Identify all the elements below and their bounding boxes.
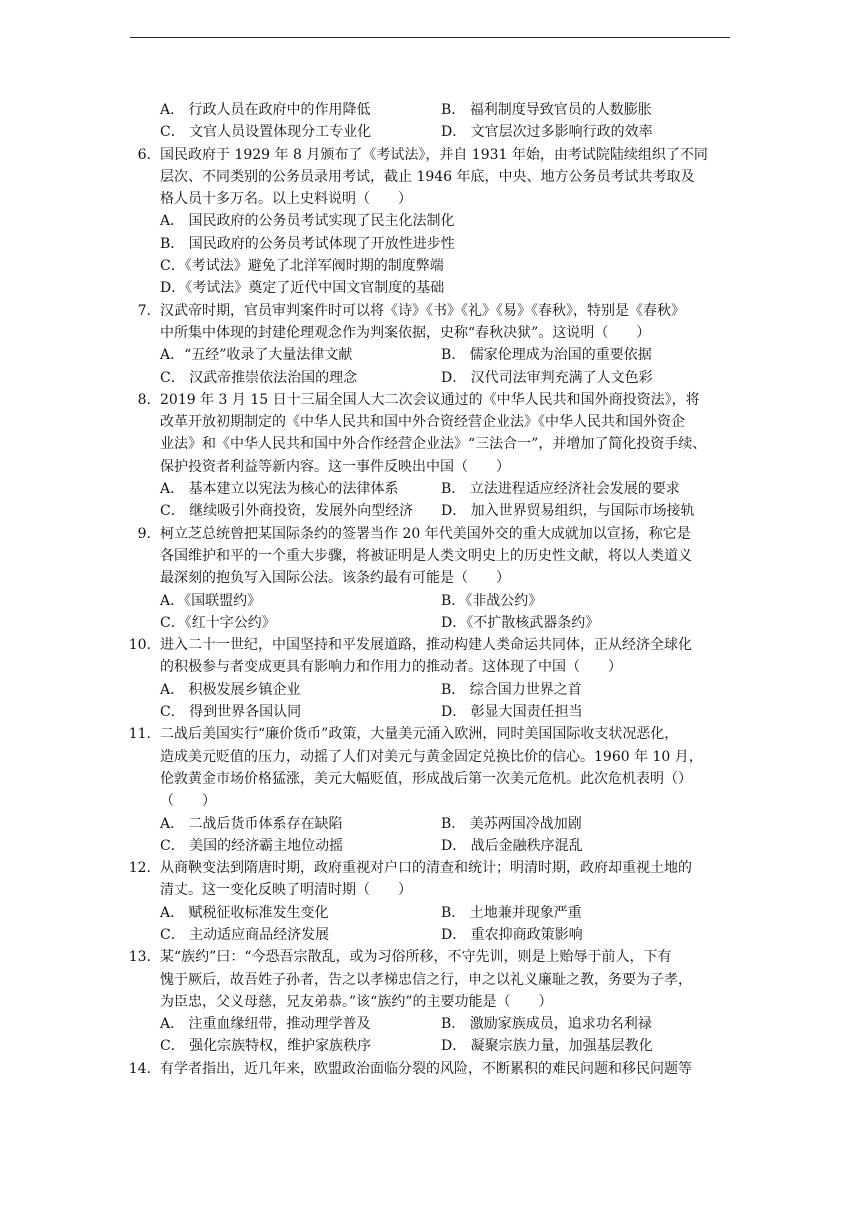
question-stem-continuation (0, 768, 860, 790)
question-text: 层次、不同类别的公务员录用考试，截止 1946 年底，中央、地方公务员考试共考取及 (160, 168, 695, 185)
option-a: A． 基本建立以宪法为核心的法律体系 (160, 481, 399, 498)
option-row (0, 478, 860, 500)
question-stem-continuation (0, 545, 860, 567)
option-row (0, 902, 860, 924)
option-c: C． 主动适应商品经济发展 (160, 926, 330, 943)
option-c: C． 汉武帝推崇依法治国的理念 (160, 369, 358, 386)
option-row (0, 835, 860, 857)
option-d: D． 加入世界贸易组织，与国际市场接轨 (441, 503, 695, 520)
question-text: 最深刻的抱负写入国际公法。该条约最有可能是（ ） (160, 570, 510, 587)
question-text: 二战后美国实行“廉价货币”政策，大量美元涌入欧洲，同时美国国际收支状况恶化， (160, 726, 679, 743)
option-row (0, 1013, 860, 1035)
option-row (0, 344, 860, 366)
question-text: 格人员十多万名。以上史料说明（ ） (160, 191, 412, 208)
question-stem-line (0, 389, 860, 411)
option-row (0, 121, 860, 143)
question-text: 某“族约”曰：“今恐吾宗散乱，或为习俗所移，不守先训，则是上贻辱于前人，下有 (160, 949, 672, 966)
question-stem-continuation (0, 656, 860, 678)
option-row (0, 1035, 860, 1057)
question-stem-continuation (0, 991, 860, 1013)
option-c: C． 得到世界各国认同 (160, 704, 302, 721)
option-d: D． 彰显大国责任担当 (441, 704, 583, 721)
question-number: 11. (128, 726, 151, 743)
question-text: 柯立芝总统曾把某国际条约的签署当作 20 年代美国外交的重大成就加以宣扬，称它是 (160, 525, 691, 542)
option-row (0, 813, 860, 835)
question-stem-line (0, 946, 860, 968)
question-text: （ ） (160, 793, 216, 810)
option-d: D． 文官层次过多影响行政的效率 (441, 124, 653, 141)
question-number: 8. (137, 391, 151, 408)
question-stem-line (0, 857, 860, 879)
question-text: 保护投资者利益等新内容。这一事件反映出中国（ ） (160, 458, 510, 475)
option-b: B． 儒家伦理成为治国的重要依据 (441, 347, 652, 364)
option-c: C． 文官人员设置体现分工专业化 (160, 124, 372, 141)
question-text: 为臣忠，父义母慈，兄友弟恭。”该“族约”的主要功能是（ ） (160, 993, 553, 1010)
option-b: B． 土地兼并现象严重 (441, 904, 582, 921)
option-d: D．《不扩散核武器条约》 (441, 614, 600, 631)
header-rule (130, 37, 730, 38)
question-stem-line (0, 300, 860, 322)
option-a: A． 注重血缘纽带，推动理学普及 (160, 1016, 371, 1033)
option-a: A． 国民政府的公务员考试实现了民主化法制化 (160, 213, 455, 230)
question-number: 14. (128, 1060, 151, 1077)
question-stem-line (0, 144, 860, 166)
question-text: 有学者指出，近几年来，欧盟政治面临分裂的风险，不断累积的难民问题和移民问题等 (160, 1060, 692, 1077)
option-d: D． 重农抑商政策影响 (441, 926, 583, 943)
option-b: B． 综合国力世界之首 (441, 681, 582, 698)
question-number: 12. (128, 860, 151, 877)
question-text: 造成美元贬值的压力，动摇了人们对美元与黄金固定兑换比价的信心。1960 年 10 月， (160, 748, 703, 765)
question-number: 13. (128, 949, 151, 966)
question-text: 汉武帝时期，官员审判案件时可以将《诗》《书》《礼》《易》《春秋》，特别是《春秋》 (160, 302, 685, 319)
question-number: 6. (137, 146, 151, 163)
option-c: C．《红十字公约》 (160, 614, 276, 631)
question-stem-line (0, 723, 860, 745)
option-row (0, 367, 860, 389)
option-row (0, 233, 860, 255)
question-text: 清丈。这一变化反映了明清时期（ ） (160, 882, 412, 899)
question-number: 10. (128, 637, 151, 654)
question-stem-continuation (0, 746, 860, 768)
question-text: 伦敦黄金市场价格猛涨，美元大幅贬值，形成战后第一次美元危机。此次危机表明（） (160, 770, 692, 787)
option-a: A． 积极发展乡镇企业 (160, 681, 301, 698)
option-a: A．“五经”收录了大量法律文献 (160, 347, 353, 364)
option-b: B． 福利制度导致官员的人数膨胀 (441, 102, 652, 118)
question-stem-continuation (0, 433, 860, 455)
question-stem-line (0, 1058, 860, 1080)
option-b: B． 激励家族成员，追求功名利禄 (441, 1016, 652, 1033)
question-text: 的积极参与者变成更具有影响力和作用力的推动者。这体现了中国（ ） (160, 659, 622, 676)
option-b: B． 美苏两国冷战加剧 (441, 815, 582, 832)
option-b: B． 国民政府的公务员考试体现了开放性进步性 (160, 235, 455, 252)
option-row (0, 612, 860, 634)
option-d: D．《考试法》奠定了近代中国文官制度的基础 (160, 280, 445, 297)
option-b: B．《非战公约》 (441, 592, 543, 609)
option-d: D． 战后金融秩序混乱 (441, 837, 583, 854)
option-a: A． 二战后货币体系存在缺陷 (160, 815, 343, 832)
option-c: C． 美国的经济霸主地位动摇 (160, 837, 344, 854)
option-row (0, 701, 860, 723)
question-text: 愧于厥后，故吾姓子孙者，告之以孝梯忠信之行，申之以礼义廉耻之教，务要为子孝， (160, 971, 692, 988)
question-number: 9. (137, 525, 151, 542)
option-row (0, 590, 860, 612)
question-stem-continuation (0, 411, 860, 433)
question-text: 各国维护和平的一个重大步骤，将被证明是人类文明史上的历史性文献，将以人类道义 (160, 547, 692, 564)
option-row (0, 679, 860, 701)
question-stem-line (0, 523, 860, 545)
question-stem-continuation (0, 322, 860, 344)
option-row (0, 255, 860, 277)
exam-page (0, 99, 860, 1080)
option-row (0, 210, 860, 232)
question-text: 2019 年 3 月 15 日十三届全国人大二次会议通过的《中华人民共和国外商投资法》，将 (160, 391, 700, 408)
question-text: 从商鞅变法到隋唐时期，政府重视对户口的清查和统计；明清时期，政府却重视土地的 (160, 860, 692, 877)
question-list (0, 144, 860, 1080)
option-d: D． 凝聚宗族力量，加强基层教化 (441, 1038, 653, 1055)
question-stem-continuation (0, 567, 860, 589)
question-number: 7. (137, 302, 151, 319)
question-text: 进入二十一世纪，中国坚持和平发展道路，推动构建人类命运共同体，正从经济全球化 (160, 637, 692, 654)
question-stem-line (0, 634, 860, 656)
question-stem-continuation (0, 790, 860, 812)
question-text: 业法》和《中华人民共和国中外合作经营企业法》“三法合一”，并增加了简化投资手续、 (160, 436, 707, 453)
question-text: 改革开放初期制定的《中华人民共和国中外合资经营企业法》《中华人民共和国外资企 (160, 414, 685, 431)
question-stem-continuation (0, 456, 860, 478)
question-stem-continuation (0, 188, 860, 210)
option-c: C． 继续吸引外商投资，发展外向型经济 (160, 503, 414, 520)
option-a: A． 行政人员在政府中的作用降低 (160, 102, 371, 118)
option-row (0, 924, 860, 946)
question-stem-continuation (0, 969, 860, 991)
option-c: C．《考试法》避免了北洋军阀时期的制度弊端 (160, 258, 444, 275)
option-c: C． 强化宗族特权，维护家族秩序 (160, 1038, 372, 1055)
option-a: A．《国联盟约》 (160, 592, 262, 609)
option-d: D． 汉代司法审判充满了人文色彩 (441, 369, 653, 386)
option-row (0, 277, 860, 299)
question-text: 国民政府于 1929 年 8 月颁布了《考试法》，并自 1931 年始，由考试院陆续组织了不同 (160, 146, 708, 163)
question-stem-continuation (0, 879, 860, 901)
option-b: B． 立法进程适应经济社会发展的要求 (441, 481, 680, 498)
option-row (0, 99, 860, 121)
question-stem-continuation (0, 166, 860, 188)
question-text: 中所集中体现的封建伦理观念作为判案依据，史称“春秋决狱”。这说明（ ） (160, 324, 651, 341)
option-a: A． 赋税征收标准发生变化 (160, 904, 329, 921)
option-row (0, 500, 860, 522)
